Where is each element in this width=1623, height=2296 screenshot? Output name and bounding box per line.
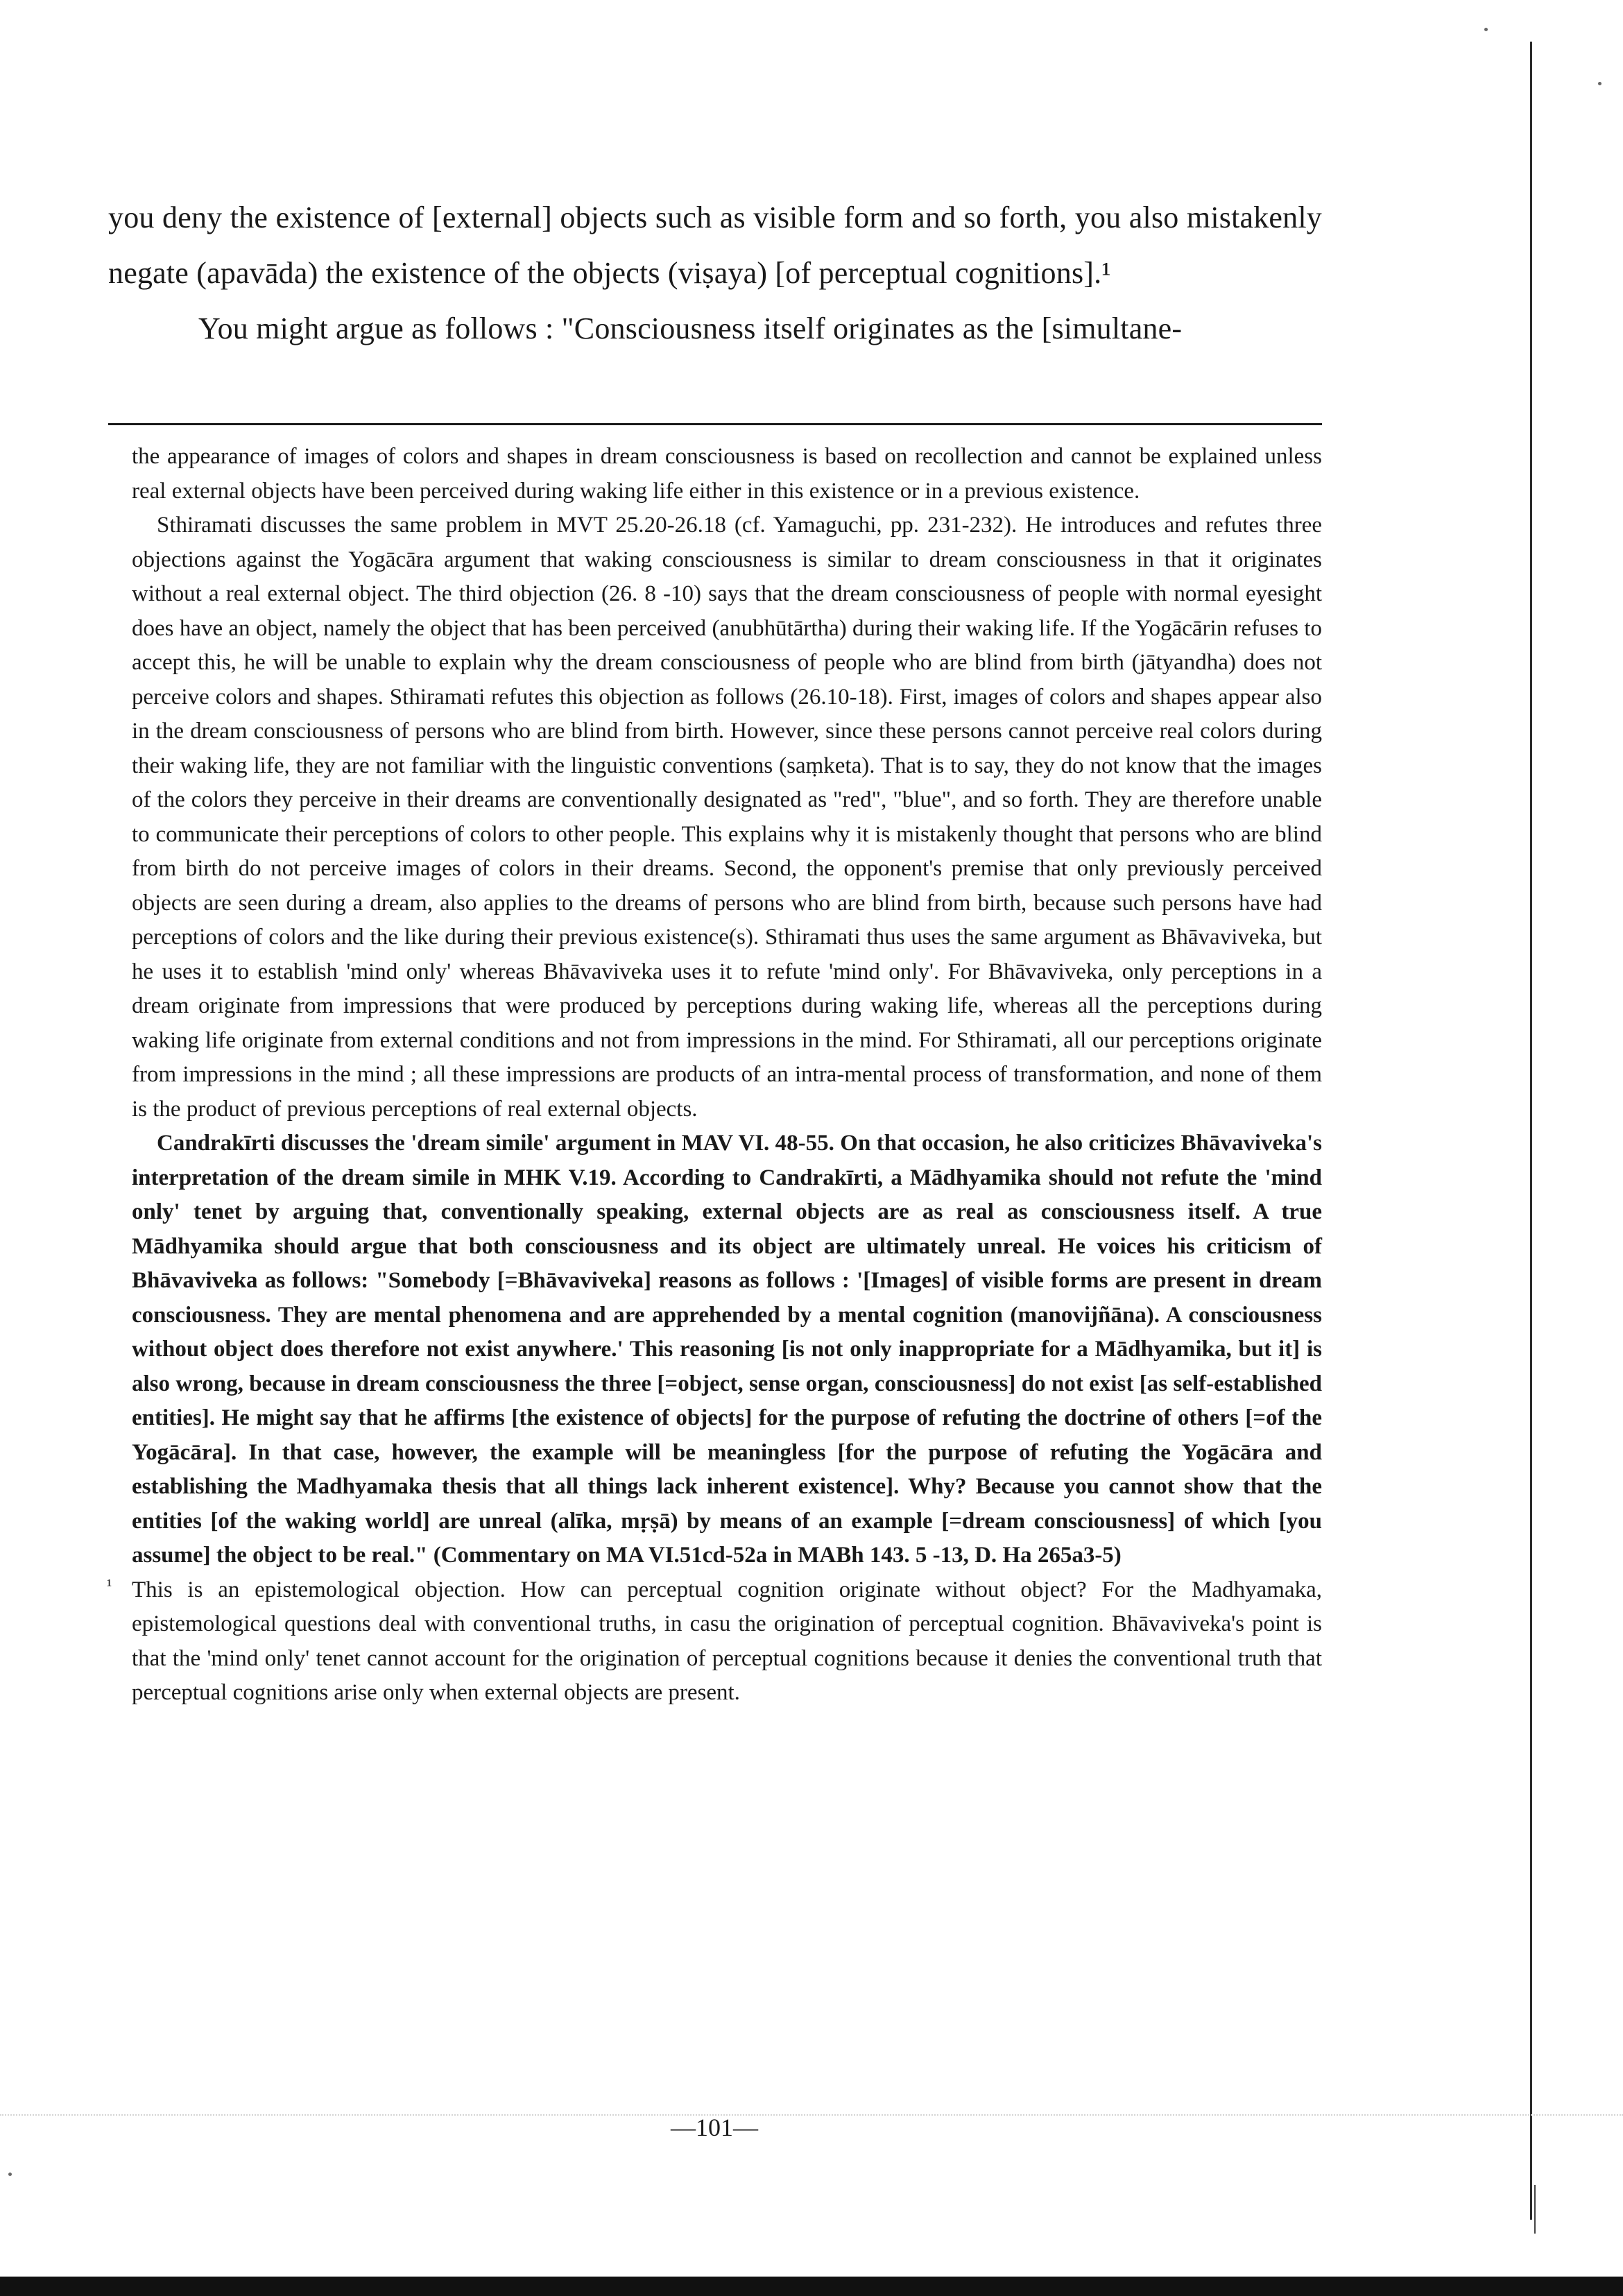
page-number: —101— [671,2114,758,2141]
scan-speck [1484,28,1488,31]
footnote-1 [107,1573,1322,1711]
scan-speck [1598,82,1601,85]
main-paragraph: You might argue as follows : "Consciousness itself originates as the [simultane- [198,311,1183,345]
footnote-continuation: the appearance of images of colors and shapes in dream consciousness is based on recollection and cannot be explained unless real external objects have been perceived during waking life either in this existence or in a previous existence. [132,444,1322,504]
footnote-marker: ¹ [107,1576,112,1595]
scan-speck [8,2173,12,2176]
scan-edge-tick [1534,2185,1536,2234]
main-paragraph: you deny the existence of [external] objects such as visible form and so forth, you also mistakenly negate (apavāda) the existence of the objects (viṣaya) [of perceptual cognitions].¹ [108,200,1322,290]
scan-bottom-border [0,2277,1623,2296]
footnote-paragraph-sthiramati: Sthiramati discusses the same problem in MVT 25.20-26.18 (cf. Yamaguchi, pp. 231-232). He introduces and refutes three objections against the Yogācāra argument that waking consciousness is similar to dream consciousness in that it originates without a real external object. The third objection (26. 8 -10) says that the dream consciousness of people with normal eyesight does have an object, namely the object that has been perceived (anubhūtārtha) during their waking life. If the Yogācārin refuses to accept this, he will be unable to explain why the dream consciousness of people who are blind from birth (jātyandha) does not perceive colors and shapes. Sthiramati refutes this objection as follows (26.10-18). First, images of colors and shapes appear also in the dream consciousness of persons who are blind from birth. However, since these persons cannot perceive real colors during their waking life, they are not familiar with the linguistic conventions (saṃketa). That is to say, they do not know that the images of the colors they perceive in their dreams are conventionally designated as "red", "blue", and so forth. They are therefore unable to communicate their perceptions of colors to other people. This explains why it is mistakenly thought that persons who are blind from birth do not perceive images of colors in their dreams. Second, the opponent's premise that only previously perceived objects are seen during a dream, also applies to the dreams of persons who are blind from birth, because such persons have had perceptions of colors and the like during their previous existence(s). Sthiramati thus uses the same argument as Bhāvaviveka, but he uses it to establish 'mind only' whereas Bhāvaviveka uses it to refute 'mind only'. For Bhāvaviveka, only perceptions in a dream originate from impressions that were produced by perceptions during waking life, whereas all the perceptions during waking life originate from external conditions and not from impressions in the mind. For Sthiramati, all our perceptions originate from impressions in the mind ; all these impressions are products of an intra-mental process of transformation, and none of them is the product of previous perceptions of real external objects. [132,513,1322,1122]
main-text [108,190,1322,357]
footnotes [107,440,1322,1711]
footnote-paragraph-candrakirti: Candrakīrti discusses the 'dream simile' argument in MAV VI. 48-55. On that occasion, he also criticizes Bhāvaviveka's interpretation of the dream simile in MHK V.19. According to Candrakīrti, a Mādhyamika should not refute the 'mind only' tenet by arguing that, conventionally speaking, external objects are as real as consciousness itself. A true Mādhyamika should argue that both consciousness and its object are ultimately unreal. He voices his criticism of Bhāvaviveka as follows: "Somebody [=Bhāvaviveka] reasons as follows : '[Images] of visible forms are present in dream consciousness. They are mental phenomena and are apprehended by a mental cognition (manovijñāna). A consciousness without object does therefore not exist anywhere.' This reasoning [is not only inappropriate for a Mādhyamika, but it] is also wrong, because in dream consciousness the three [=object, sense organ, consciousness] do not exist [as self-established entities]. He might say that he affirms [the existence of objects] for the purpose of refuting the doctrine of others [=of the Yogācāra]. In that case, however, the example will be meaningless [for the purpose of refuting the Yogācāra and establishing the Madhyamaka thesis that all things lack inherent existence]. Why? Because you cannot show that the entities [of the waking world] are unreal (alīka, mṛṣā) by means of an example [=dream consciousness] of which [you assume] the object to be real." (Commentary on MA VI.51cd-52a in MABh 143. 5 -13, D. Ha 265a3-5) [132,1131,1322,1568]
scan-edge-line [1530,42,1532,2220]
footnote-1-text: This is an epistemological objection. How can perceptual cognition originate without object? For the Madhyamaka, epistemological questions deal with conventional truths, in casu the origination of perceptual cognition. Bhāvaviveka's point is that the 'mind only' tenet cannot account for the origination of perceptual cognitions because it denies the conventional truth that perceptual cognitions arise only when external objects are present. [132,1577,1322,1705]
footnote-separator [108,423,1322,425]
